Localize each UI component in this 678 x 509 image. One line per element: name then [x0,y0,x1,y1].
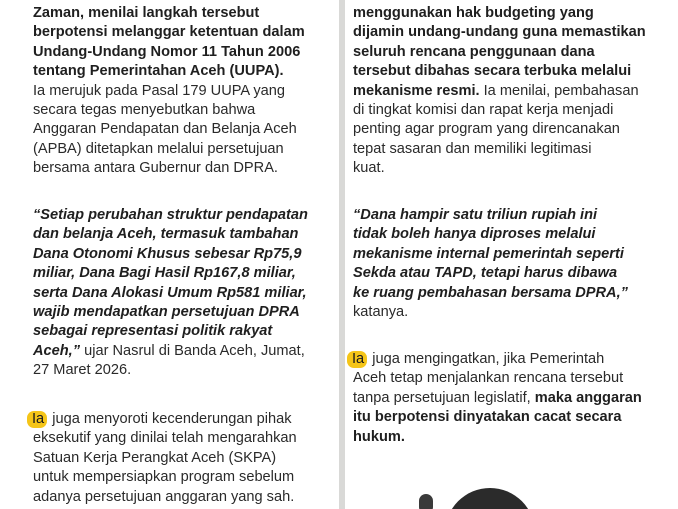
text-line: tentang Pemerintahan Aceh (UUPA). [33,63,284,80]
text-line [353,389,673,408]
ia-badge: Ia [27,411,47,428]
text-line [353,82,673,101]
quote-line: Dana Otonomi Khusus sebesar Rp75,9 [33,245,302,262]
text-line: tepat sasaran dan memiliki legitimasi [353,140,592,157]
text-line: menggunakan hak budgeting yang [353,5,594,21]
text-line: adanya persetujuan anggaran yang sah. [33,488,295,505]
quote-date: 27 Maret 2026. [33,362,132,379]
text-line: Undang-Undang Nomor 11 Tahun 2006 [33,43,301,60]
quote-line: Sekda atau TAPD, tetapi harus dibawa [353,265,618,282]
paragraph-start: juga mengingatkan, jika Pemerintah [368,351,605,367]
quote-line: dan belanja Aceh, termasuk tambahan [33,226,299,243]
quote-attribution-line [33,342,325,361]
text-line: di tingkat komisi dan rapat kerja menjadi [353,102,614,119]
text-line: untuk mempersiapkan program sebelum [33,469,295,486]
quote-line: “Setiap perubahan struktur pendapatan [33,207,308,223]
quote-attribution: katanya. [353,304,409,321]
portrait-photo-ear [419,494,433,509]
quote-line: ke ruang pembahasan bersama DPRA,” [353,284,628,301]
quote-line: miliar, Dana Bagi Hasil Rp167,8 miliar, [33,265,296,282]
text-line: Satuan Kerja Perangkat Aceh (SKPA) [33,449,277,466]
quote-line: “Dana hampir satu triliun rupiah ini [353,207,598,223]
text-line: dijamin undang-undang guna memastikan [353,24,646,41]
quote-line: mekanisme internal pemerintah seperti [353,245,624,262]
text-line: Aceh tetap menjalankan rencana tersebut [353,370,624,387]
quote-attribution: ujar Nasrul di Banda Aceh, Jumat, [80,342,305,359]
text-line: penting agar program yang direncanakan [353,121,620,138]
text-line: hukum. [353,428,405,445]
portrait-photo [445,488,535,509]
right-column [345,0,678,509]
right-paragraph-3 [353,350,673,447]
text-line [33,410,325,429]
right-quote [353,206,673,322]
text-line: bersama antara Gubernur dan DPRA. [33,160,278,177]
quote-end: Aceh,” [33,342,81,359]
text-line: Anggaran Pendapatan dan Belanja Aceh [33,121,297,138]
left-quote [33,206,325,381]
text-line: kuat. [353,160,385,177]
ia-badge: Ia [347,351,367,368]
text-line: (APBA) ditetapkan melalui persetujuan [33,140,284,157]
text-line: Ia merujuk pada Pasal 179 UUPA yang [33,82,286,99]
text-fragment: tanpa persetujuan legislatif, [353,389,535,406]
text-line: tersebut dibahas secara terbuka melalui [353,63,632,80]
quote-line: wajib mendapatkan persetujuan DPRA [33,304,300,321]
left-paragraph-3 [33,410,325,507]
text-line: itu berpotensi dinyatakan cacat secara [353,409,622,426]
right-paragraph-1 [353,4,673,179]
text-line: eksekutif yang dinilai telah mengarahkan [33,430,297,447]
text-line: berpotensi melanggar ketentuan dalam [33,24,305,41]
text-line: secara tegas menyebutkan bahwa [33,102,256,119]
bold-phrase: mekanisme resmi. [353,82,480,99]
left-paragraph-1 [33,4,325,179]
paragraph-start: juga menyoroti kecenderungan pihak [48,411,292,427]
text-fragment: Ia menilai, pembahasan [479,82,639,99]
text-line: Zaman, menilai langkah tersebut [33,5,260,21]
quote-line: serta Dana Alokasi Umum Rp581 miliar, [33,284,307,301]
bold-phrase: maka anggaran [534,389,642,406]
text-line [353,350,673,369]
text-line: seluruh rencana penggunaan dana [353,43,595,60]
quote-line: sebagai representasi politik rakyat [33,323,273,340]
quote-line: tidak boleh hanya diproses melalui [353,226,596,243]
